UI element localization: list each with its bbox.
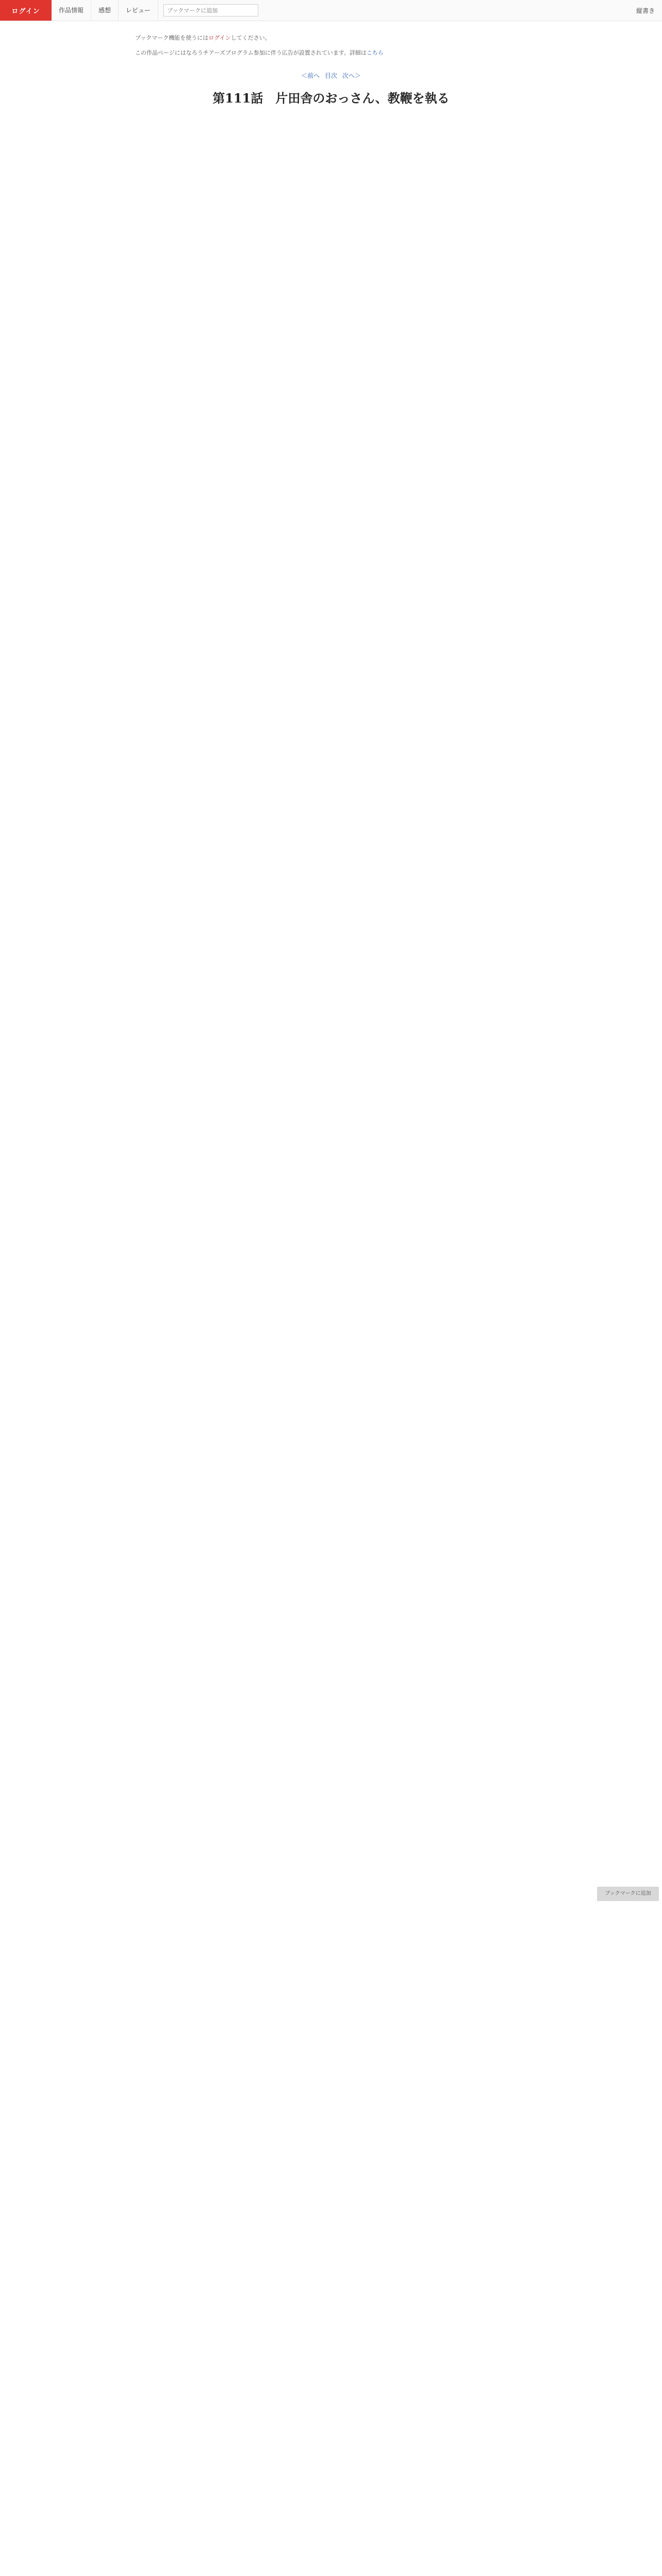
body-paragraph: [135, 1076, 527, 1087]
body-paragraph: [135, 1280, 527, 1291]
nav-impression[interactable]: 感想: [91, 0, 119, 21]
body-paragraph: [135, 713, 527, 724]
body-paragraph: [135, 1030, 527, 1042]
body-paragraph: [135, 1438, 527, 1450]
body-paragraph: [135, 1552, 527, 1563]
body-paragraph: [135, 237, 527, 248]
login-button[interactable]: ログイン: [0, 0, 52, 21]
novel-container: [135, 21, 527, 1926]
body-paragraph: [135, 736, 527, 747]
body-paragraph: [135, 1189, 527, 1200]
body-paragraph: [135, 1008, 527, 1019]
header-nav: [52, 0, 258, 21]
body-paragraph: [135, 1529, 527, 1540]
nav-info[interactable]: 作品情報: [52, 0, 91, 21]
body-paragraph: [135, 1121, 527, 1132]
body-paragraph: [135, 962, 527, 974]
body-paragraph: [135, 328, 527, 339]
body-paragraph: [135, 1574, 527, 1586]
body-paragraph: [135, 1302, 527, 1314]
body-paragraph: [135, 282, 527, 294]
body-paragraph: [135, 622, 527, 634]
body-paragraph: [135, 645, 527, 656]
body-paragraph: [135, 1053, 527, 1064]
pager: [135, 71, 527, 80]
body-paragraph: [135, 146, 527, 158]
body-paragraph: [135, 1665, 527, 1676]
body-paragraph: [135, 441, 527, 452]
notice-text: ブックマーク機能を使うには: [135, 35, 209, 41]
body-paragraph: [135, 985, 527, 996]
episode-title: 第111話 片田舎のおっさん、教鞭を執る: [212, 91, 450, 106]
body-paragraph: [135, 1257, 527, 1268]
body-paragraph: [135, 1710, 527, 1722]
body-paragraph: [135, 1325, 527, 1336]
body-paragraph: [135, 509, 527, 520]
body-paragraph: [135, 1348, 527, 1359]
body-paragraph: [135, 1733, 527, 1744]
body-paragraph: [135, 1098, 527, 1110]
body-paragraph: [135, 872, 527, 883]
body-paragraph: [135, 192, 527, 203]
floating-bookmark-button[interactable]: ブックマークに追加: [597, 1887, 659, 1901]
body-paragraph: [135, 917, 527, 928]
novel-body: [135, 124, 527, 1926]
body-paragraph: [135, 260, 527, 271]
body-paragraph: [135, 1393, 527, 1404]
bookmark-input[interactable]: [163, 4, 258, 16]
body-paragraph: [135, 1370, 527, 1382]
body-paragraph: [135, 600, 527, 611]
body-paragraph: [135, 169, 527, 180]
body-paragraph: [135, 1892, 527, 1903]
login-notice: [135, 33, 527, 42]
body-paragraph: [135, 1620, 527, 1631]
body-paragraph: [135, 373, 527, 384]
body-paragraph: [135, 486, 527, 498]
pager-prev[interactable]: ＜前へ: [301, 72, 320, 79]
body-paragraph: [135, 214, 527, 226]
body-paragraph: [135, 1212, 527, 1223]
site-header: [0, 0, 662, 21]
body-paragraph: [135, 849, 527, 860]
pager-index[interactable]: 目次: [324, 72, 337, 79]
body-paragraph: [135, 1914, 527, 1926]
body-paragraph: [135, 1801, 527, 1812]
body-paragraph: [135, 418, 527, 430]
body-paragraph: [135, 781, 527, 792]
body-paragraph: [135, 1234, 527, 1246]
body-paragraph: [135, 464, 527, 475]
body-paragraph: [135, 350, 527, 362]
body-paragraph: [135, 804, 527, 815]
body-paragraph: [135, 554, 527, 566]
body-paragraph: [135, 1484, 527, 1495]
body-paragraph: [135, 124, 527, 135]
body-paragraph: [135, 1846, 527, 1858]
body-paragraph: [135, 940, 527, 951]
body-paragraph: [135, 690, 527, 702]
body-paragraph: [135, 1506, 527, 1518]
body-paragraph: [135, 1166, 527, 1178]
body-paragraph: [135, 1144, 527, 1155]
body-paragraph: [135, 305, 527, 316]
body-paragraph: [135, 1416, 527, 1427]
body-paragraph: [135, 1461, 527, 1472]
notice-tail: してください。: [230, 35, 271, 41]
ad-info-text: この作品ページにはなろうチアーズプログラム参加に伴う広告が設置されています。詳細は: [135, 49, 367, 56]
body-paragraph: [135, 396, 527, 407]
ad-info-link[interactable]: こちら: [366, 49, 384, 56]
body-paragraph: [135, 532, 527, 543]
nav-review[interactable]: レビュー: [119, 0, 158, 21]
body-paragraph: [135, 1688, 527, 1699]
pager-next[interactable]: 次へ＞: [342, 72, 361, 79]
body-paragraph: [135, 668, 527, 679]
body-paragraph: [135, 1642, 527, 1654]
body-paragraph: [135, 1824, 527, 1835]
body-paragraph: [135, 1778, 527, 1790]
notice-login-link[interactable]: ログイン: [208, 35, 231, 41]
ad-info: [135, 48, 527, 57]
body-paragraph: [135, 577, 527, 588]
body-paragraph: [135, 758, 527, 770]
body-paragraph: [135, 826, 527, 838]
body-paragraph: [135, 894, 527, 906]
body-paragraph: [135, 1597, 527, 1608]
body-paragraph: [135, 1756, 527, 1767]
body-paragraph: [135, 1869, 527, 1880]
vertical-mode-link[interactable]: 縦書き: [636, 7, 655, 14]
